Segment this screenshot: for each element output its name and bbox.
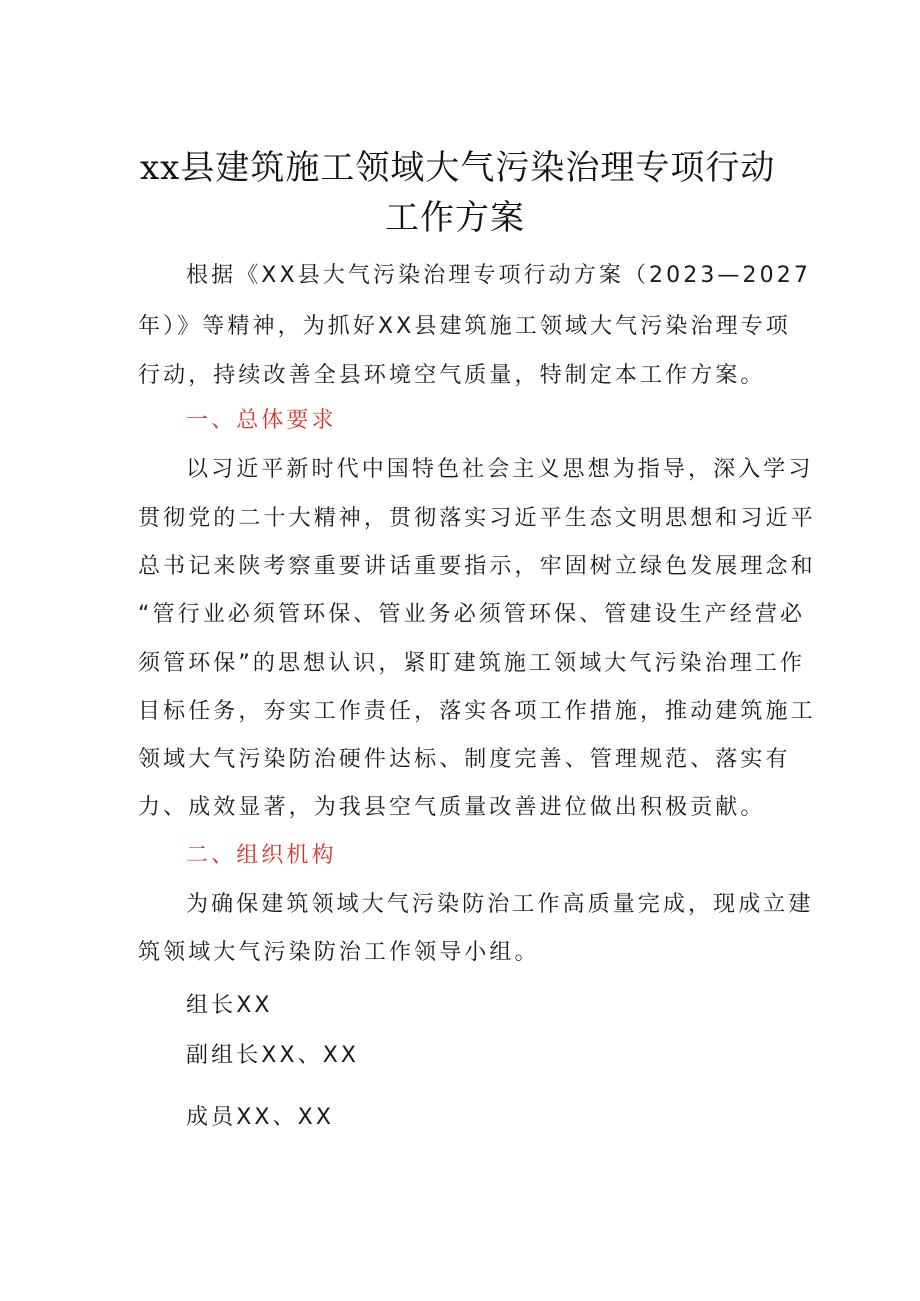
group-members: 成员XX、XX — [186, 1105, 334, 1130]
document-title-line-1: xx县建筑施工领域大气污染治理专项行动 — [140, 148, 776, 188]
group-leader: 组长XX — [186, 993, 273, 1018]
section-1-line-3: 总书记来陕考察重要讲话重要指示，牢固树立绿色发展理念和 — [138, 554, 816, 579]
document-title-line-2: 工作方案 — [385, 198, 525, 238]
section-2-line-1: 为确保建筑领域大气污染防治工作高质量完成，现成立建 — [186, 892, 814, 917]
section-1-line-5: 须管环保”的思想认识，紧盯建筑施工领域大气污染治理工作 — [138, 651, 806, 676]
section-1-line-4: “管行业必须管环保、管业务必须管环保、管建设生产经营必 — [138, 602, 806, 627]
intro-line-2: 年）》等精神，为抓好XX县建筑施工领域大气污染治理专项 — [138, 314, 791, 339]
section-1-line-2: 贯彻党的二十大精神，贯彻落实习近平生态文明思想和习近平 — [138, 506, 816, 531]
section-1-heading: 一、总体要求 — [186, 408, 337, 433]
section-1-line-8: 力、成效显著，为我县空气质量改善进位做出积极贡献。 — [138, 795, 766, 820]
section-2-line-2: 筑领域大气污染防治工作领导小组。 — [138, 940, 540, 965]
intro-line-3: 行动，持续改善全县环境空气质量，特制定本工作方案。 — [138, 363, 766, 388]
section-1-line-1: 以习近平新时代中国特色社会主义思想为指导，深入学习 — [186, 457, 814, 482]
section-1-line-7: 领域大气污染防治硬件达标、制度完善、管理规范、落实有 — [138, 747, 791, 772]
deputy-group-leader: 副组长XX、XX — [186, 1043, 360, 1068]
intro-line-1: 根据《XX县大气污染治理专项行动方案（2023—2027 — [186, 263, 811, 288]
section-2-heading: 二、组织机构 — [186, 843, 337, 868]
section-1-line-6: 目标任务，夯实工作责任，落实各项工作措施，推动建筑施工 — [138, 699, 816, 724]
